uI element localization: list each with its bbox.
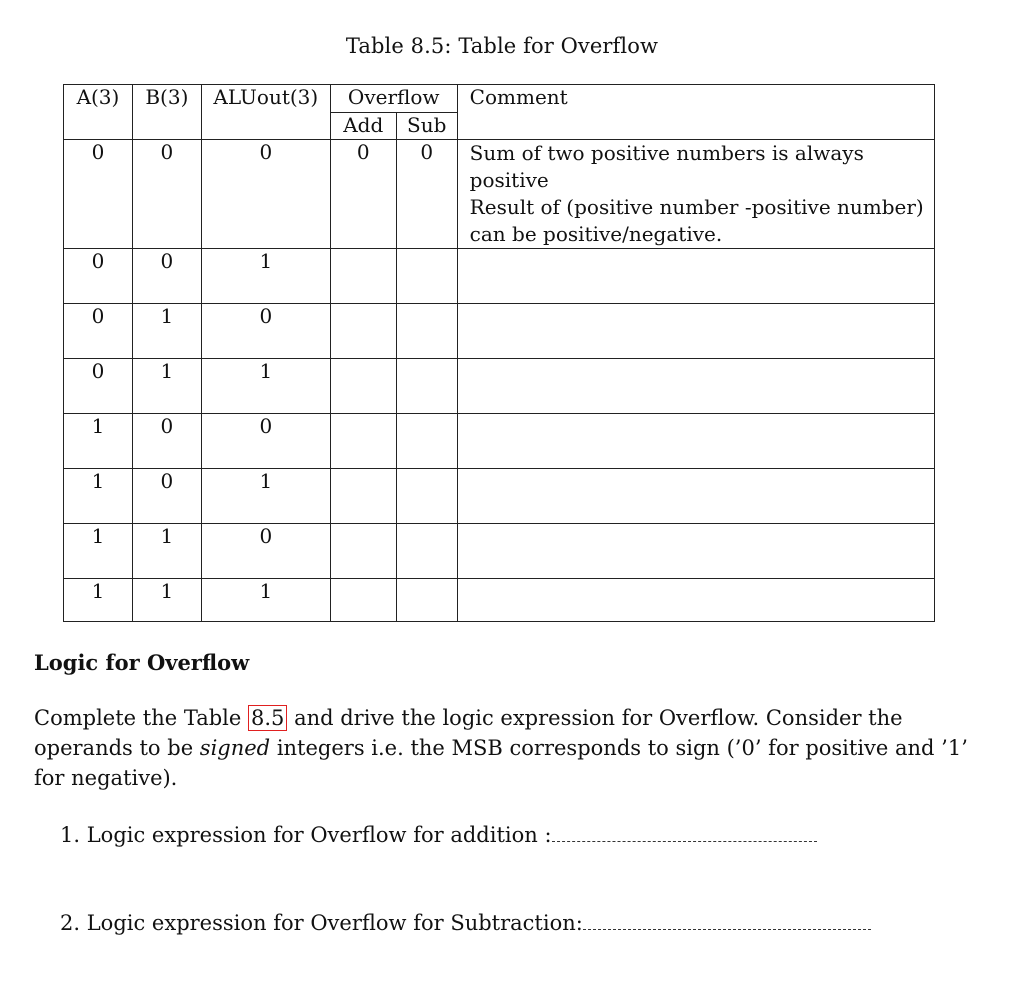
cell-sub [396,524,457,579]
table-row [64,414,935,469]
cell-aluout: 0 [201,304,330,359]
para-text: Complete the Table [34,706,248,730]
cell-aluout: 1 [201,249,330,304]
overflow-table [63,84,935,622]
cell-comment [457,469,934,524]
cell-comment [457,304,934,359]
cell-a: 0 [64,304,133,359]
cell-sub [396,359,457,414]
cell-aluout: 0 [201,140,330,249]
table-row [64,304,935,359]
question-item [60,911,871,935]
cell-comment [457,249,934,304]
cell-a: 1 [64,579,133,622]
question-item [60,823,871,847]
cell-aluout: 0 [201,414,330,469]
question-list [60,823,871,999]
emphasis-signed: signed [199,736,271,760]
cell-add [330,524,396,579]
cell-b: 0 [132,414,201,469]
comment-line: Sum of two positive numbers is always positive [469,141,864,192]
cell-aluout: 1 [201,359,330,414]
cell-b: 1 [132,359,201,414]
para-text: integers i.e. the MSB corresponds to sign (’0’ for positive and ’1’ for negative). [34,736,968,790]
header-sub: Sub [396,113,457,140]
table-row [64,249,935,304]
table-reference-link[interactable]: 8.5 [248,705,287,731]
cell-a: 1 [64,469,133,524]
comment-line: Result of (positive number -positive number) [469,195,924,219]
answer-blank [583,915,871,930]
cell-sub [396,469,457,524]
cell-aluout: 0 [201,524,330,579]
question-number: 1. [60,823,81,847]
cell-sub [396,304,457,359]
cell-comment [457,140,934,249]
header-comment: Comment [457,85,934,140]
header-add: Add [330,113,396,140]
cell-aluout: 1 [201,579,330,622]
cell-add [330,579,396,622]
cell-b: 1 [132,579,201,622]
cell-a: 1 [64,524,133,579]
para-text: and drive the logic expression for Overflow. Consider the operands to be [34,706,903,760]
table-row [64,524,935,579]
cell-add [330,249,396,304]
cell-add [330,359,396,414]
cell-sub [396,414,457,469]
cell-comment [457,414,934,469]
answer-blank [552,827,817,842]
cell-b: 0 [132,140,201,249]
cell-sub [396,579,457,622]
header-a: A(3) [64,85,133,140]
section-heading: Logic for Overflow [34,650,250,675]
cell-comment [457,579,934,622]
header-b: B(3) [132,85,201,140]
question-text: Logic expression for Overflow for addition : [86,823,552,847]
comment-line: can be positive/negative. [469,222,723,246]
table-row [64,140,935,249]
cell-b: 0 [132,469,201,524]
cell-a: 0 [64,140,133,249]
cell-add [330,469,396,524]
cell-a: 1 [64,414,133,469]
header-aluout: ALUout(3) [201,85,330,140]
cell-add [330,414,396,469]
cell-a: 0 [64,249,133,304]
cell-a: 0 [64,359,133,414]
cell-sub: 0 [396,140,457,249]
table-caption: Table 8.5: Table for Overflow [345,34,659,58]
cell-comment [457,359,934,414]
cell-b: 1 [132,524,201,579]
table-row [64,359,935,414]
cell-add: 0 [330,140,396,249]
header-overflow: Overflow [330,85,457,113]
cell-sub [396,249,457,304]
question-number: 2. [60,911,81,935]
instruction-paragraph [34,703,984,793]
cell-add [330,304,396,359]
cell-aluout: 1 [201,469,330,524]
cell-b: 1 [132,304,201,359]
table-row [64,579,935,622]
question-text: Logic expression for Overflow for Subtraction: [86,911,583,935]
cell-b: 0 [132,249,201,304]
cell-comment [457,524,934,579]
table-row [64,469,935,524]
